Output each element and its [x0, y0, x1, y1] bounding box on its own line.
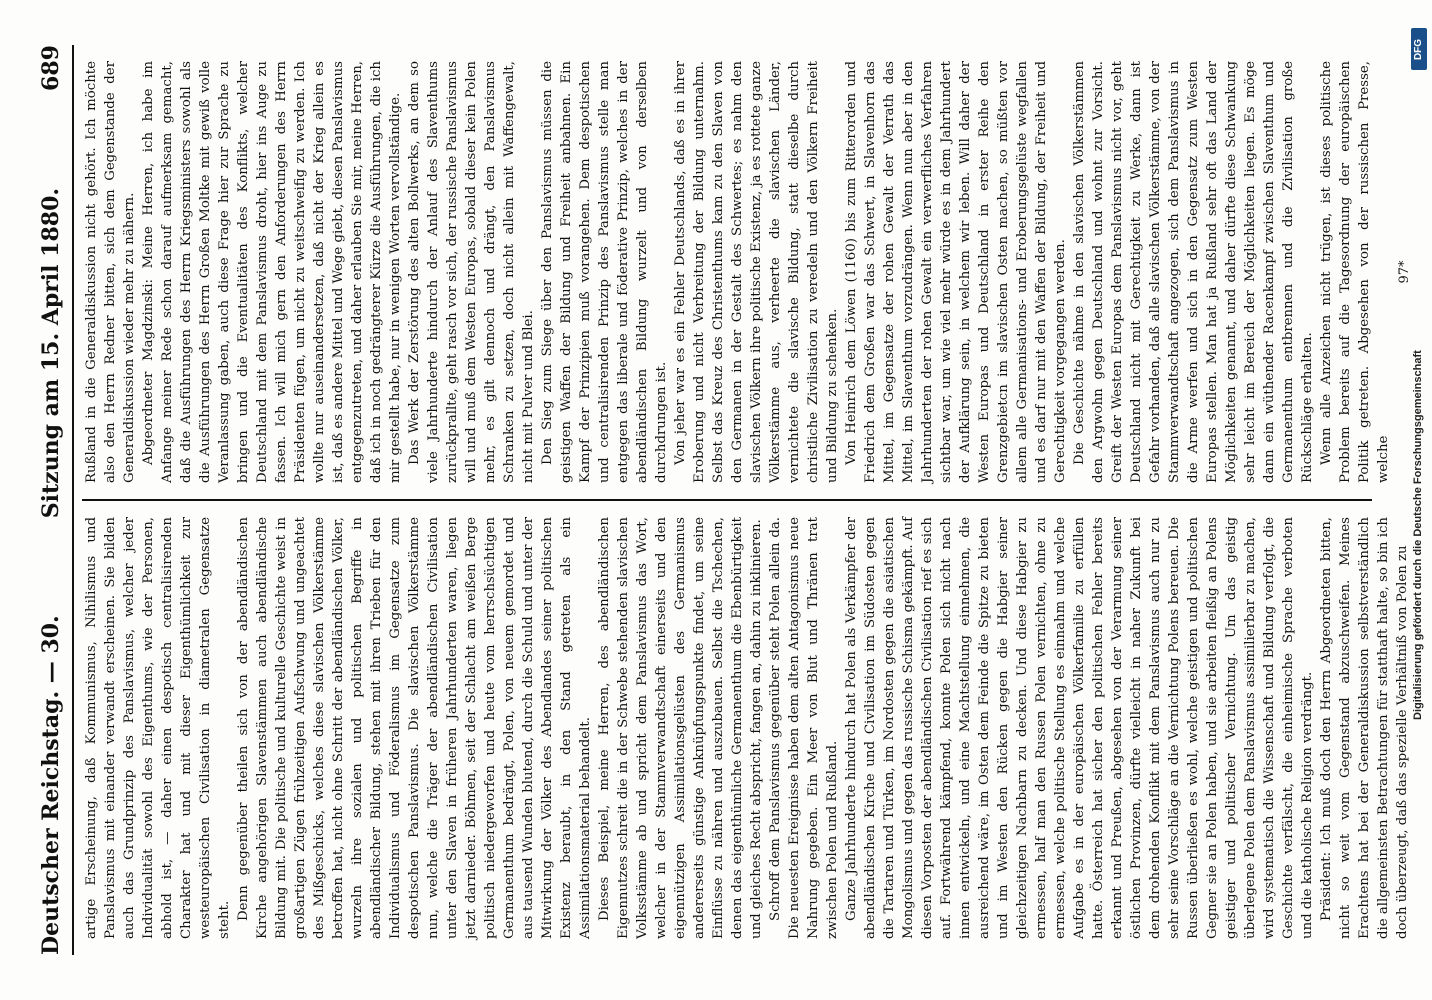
right-column — [82, 45, 1412, 499]
page-header — [30, 45, 74, 955]
paragraph: artige Erscheinung, daß Kommunismus, Nihilismus und Panslavismus mit einander verwandt erscheinen. Sie bilden auch das Grundprinzip des Panslavismus, welcher jeder Individualität sowohl des Eigenthums, wie der Personen, abhold ist, — daher einen despotisch centralisirenden Charakter hat und mit dieser Eigenthümlichkeit zur westeuropäischen Civilisation in diametralen Gegensatze steht. — [84, 517, 232, 939]
paragraph: Wenn alle Anzeichen nicht trügen, ist dieses politische Problem bereits auf die Tagesordnung der europäischen Politik getreten. Abgesehen von der russischen Presse, welche — [1319, 61, 1391, 483]
journal-title: Deutscher Reichstag. — 30. — [38, 615, 64, 955]
paragraph: Rußland in die Generaldiskussion nicht gehört. Ich möchte also den Herrn Redner bitten, sich dem Gegenstande der Generaldiskussion wieder mehr zu nähern. — [84, 61, 137, 483]
rotated-printed-page — [20, 25, 1412, 985]
paragraph: Von jeher war es ein Fehler Deutschlands, daß es in ihrer Eroberung und nicht Verbreitung der Bildung unternahm. Selbst das Kreuz des Christenthums kam zu den Slaven von den Germanen in der Gestalt des Schwertes; es nahm den slavischen Völkern ihre politische Existenz, ja es rottete ganze Völkerstämme aus, verheerte die slavischen Länder, vernichtete die slavische Bildung, statt dieselbe durch christliche Zivilisation zu veredeln und den Völkern Freiheit und Bildung zu schenken. — [673, 61, 840, 483]
page-number: 689 — [38, 45, 64, 91]
paragraph: Präsident: Ich muß doch den Herrn Abgeordneten bitten, nicht so weit vom Gegenstand abzuschweifen. Meines Erachtens hat bei der Generaldiskussion selbstverständlich die allgemeinsten Betrachtungen für statthaft halte, so bin ich doch überzeugt, daß das spezielle Verhältniß von Polen zu — [1319, 517, 1410, 939]
paragraph: Von Heinrich dem Löwen (1160) bis zum Ritterorden und Friedrich dem Großen war das Schwert, in Slavenhorn das Mittel, im Gegensatze der rohen Gewalt der Verrath das Mittel, im Slaventhum vorzudrängen. Wenn nun aber in den Jahrhunderten der rohen Gewalt ein verwerfliches Verfahren sichtbar war, um wie viel mehr würde es in dem Jahrhundert der Aufklärung sein, in welchem wir leben. Will daher der Westen Europas und Deutschland in erster Reihe den Grenzgebietcn im slavischen Osten machen, so müßten vor allem alle Germanisations- und Eroberungsgelüste wegfallen und es darf nur mit den Waffen der Bildung, der Freiheit und Gerechtigkeit vorgegangen werden. — [844, 61, 1068, 483]
paragraph: Das Werk der Zerstörung des alten Bollwerks, an dem so viele Jahrhunderte hindurch der Anlauf des Slaventhums zurückprallte, geht rasch vor sich, der russische Panslavismus will und muß dem Westen Europas, sobald dieser kein Polen mehr, es gilt dennoch und drängt, den Panslavismus Schranken zu setzen, doch nicht allein mit Waffengewalt, nicht mit Pulver und Blei. — [407, 61, 536, 483]
paragraph: Dieses Beispiel, meine Herren, des abendländischen Eigennutzes schreit die in der Schwebe stehenden slavischen Volksstämme ab und spricht dem Panslavismus das Wort, welcher in der Stammverwandtschaft einerseits und den eigennützigen Assimilationsgelüsten des Germanismus andererseits günstige Anknüpfungspunkte findet, um seine Einflüsse zu nähren und auszubauen. Selbst die Tschechen, denen das eigenthümliche Germanenthum die Ebenbürtigkeit und gleiches Recht abspricht, fangen an, dahin zu inklinieren. — [597, 517, 764, 939]
dfg-logo: DFG — [1411, 28, 1427, 70]
paragraph: Schroff dem Panslavismus gegenüber steht Polen allein da. Die neuesten Ereignisse haben dem alten Antagonismus neue Nahrung gegeben. Ein Meer von Blut und Thränen trat zwischen Polen und Rußland. — [768, 517, 840, 939]
credit-text: Digitalisierung gefördert durch die Deutsche Forschungsgemeinschaft — [1412, 350, 1424, 720]
signature-mark: 97* — [1397, 260, 1412, 284]
digitization-credit — [1408, 20, 1430, 980]
column-divider — [82, 499, 1372, 501]
paragraph: Denn gegenüber theilen sich von der abendländischen Kirche angehörigen Slavenstämmen auch abendländische Bildung mit. Die politische und kulturelle Geschichte weist in großartigen Zügen frühzeitigen Aufschwung und ungeachtet des Mißgeschicks, welches diese slavischen Völkerstämme betroffen hat, nicht ohne Schritt der abendländischen Völker, wurzeln ihre sozialen und politischen Begriffe in abendländischer Bildung, stehen mit ihren Trieben für den Individualismus und Föderalismus im Gegensatze zum despotischen Panslavismus. Die slavischen Völkerstämme nun, welche die Träger der abendländischen Civilisation unter den Slaven in früheren Jahrhunderten waren, liegen jetzt darnieder. Böhmen, seit der Schlacht am weißen Berge politisch niedergeworfen und heute vom herrschsüchtigen Germanenthum bedrängt, Polen, von neuem gemordet und aus tausend Wunden blutend, durch die Schuld und unter der Mitwirkung der Völker des Abendlandes seiner politischen Existenz beraubt, in den Stand getreten als ein Assimilationsmaterial behandelt. — [236, 517, 593, 939]
paragraph: Die Geschichte nähme in den slavischen Völkerstämmen den Argwohn gegen Deutschland und wohnt zur Vorsicht. Greift der Westen Europas dem Panslavismus nicht vor, geht Deutschland nicht mit Gerechtigkeit zu Werke, dann ist Gefahr vorhanden, daß alle slavischen Völkerstämme, von der Stammverwandtschaft angezogen, sich dem Panslavismus in die Arme werfen und sich in den Gegensatz zum Westen Europas stellen. Man hat ja Rußland sehr oft das Land der Möglichkeiten genannt, und daher dürfte diese Schwankung sehr leicht im Bereich der Möglichkeiten liegen. Es möge dann ein wüthender Racenkampf zwischen Slaventhum und Germanenthum entbrennen und die Zivilisation große Rückschläge erhalten. — [1072, 61, 1315, 483]
paragraph: Den Sieg zum Siege über den Panslavismus müssen die geistigen Waffen der Bildung und Freiheit anbahnen. Ein Kampf der Prinzipien muß vorangehen. Dem despotischen und centralisirenden Prinzip des Panslavismus stelle man entgegen das liberale und föderative Prinzip, welches in der abendländischen Bildung wurzelt und von derselben durchdrungen ist. — [540, 61, 669, 483]
left-column — [82, 501, 1410, 955]
paragraph: Abgeordneter Magdzinski: Meine Herren, ich habe im Anfange meiner Rede schon darauf aufmerksam gemacht, daß die Ausführungen des Herrn Kriegsministers sowohl als die Ausführungen des Herrn Großen Moltke mit gewiß volle Veranlassung gaben, auch diese Frage hier zur Sprache zu bringen und die Eventualitäten des Konflikts, welcher Deutschland mit dem Panslavismus droht, hier ins Auge zu fassen. Ich will mich gern den Anforderungen des Herrn Präsidenten fügen, um nicht zu weitschweifig zu werden. Ich wollte nur auseinandersetzen, daß nicht der Krieg allein es ist, daß es andere Mittel und Wege giebt, diesen Panslavismus entgegenzutreten, und daher erlauben Sie mir, meine Herren, daß ich in noch gedrängterer Kürze die Ausführungen, die ich mir gestellt habe, nur in wenigen Worten vervollständige. — [141, 61, 403, 483]
text-columns — [82, 45, 1412, 955]
paragraph: Ganze Jahrhunderte hindurch hat Polen als Verkämpfer der abendländischen Kirche und Civilisation im Südosten gegen die Tartaren und Türken, im Nordosten gegen die asiatischen Mongolismus und gegen das russische Schisma gekämpft. Auf diesen Vorposten der abendländischen Civilisation rief es sich auf. Fortwährend kämpfend, konnte Polen sich nicht nach innen entwickeln, und eine Machtstellung einnehmen, die ausreichend wäre, im Osten dem Feinde die Spitze zu bieten und im Westen den Rücken gegen die Habgier seiner gleichzeitigen Nachbarn zu decken. Und diese Habgier zu ermessen, half man den Russen Polen vernichten, ohne zu ermessen, welche politische Stellung es einnahm und welche Aufgabe es in der europäischen Völkerfamilie zu erfüllen hatte. Österreich hat sicher den politischen Fehler bereits erkannt und Preußen, abgesehen von der Verarmung seiner östlichen Provinzen, dürfte vielleicht in naher Zukunft bei dem drohenden Konflikt mit dem Panslavismus auch nur zu sehr seine Vorschläge an die Vernichtung Polens bereuen. Die Russen überließen es wohl, welche geistigen und politischen Gegner sie an Polen haben, und sie arbeiten fleißig an Polens geistiger und politischer Vernichtung. Um das geistig überlegene Polen dem Panslavismus assimilierbar zu machen, wird systematisch die Wissenschaft und Bildung verfolgt, die Geschichte verfälscht, die einheimische Sprache verboten und die katholische Religion verdrängt. — [844, 517, 1315, 939]
session-date: Sitzung am 15. April 1880. — [38, 187, 64, 519]
